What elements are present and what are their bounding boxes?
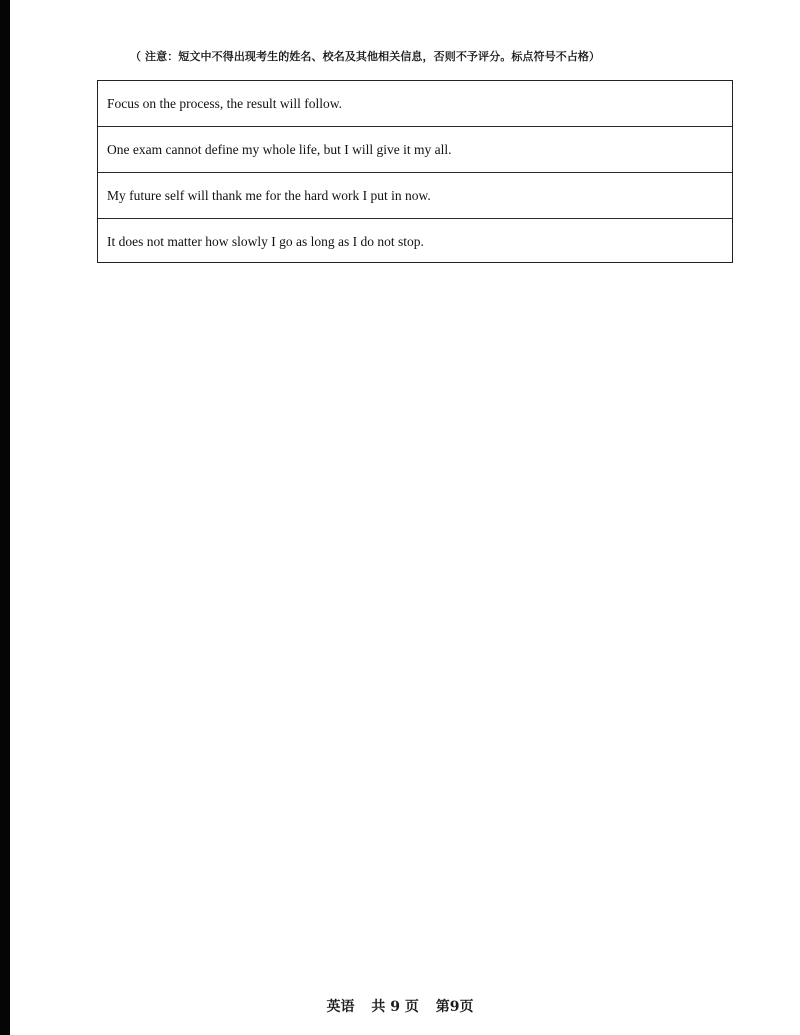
page-left-border: [0, 0, 10, 1035]
answer-line-2: One exam cannot define my whole life, but I will give it my all.: [98, 127, 732, 173]
notice-text: （ 注意：短文中不得出现考生的姓名、校名及其他相关信息，否则不予评分。标点符号不占格）: [130, 50, 601, 63]
answer-line-3: My future self will thank me for the hard work I put in now.: [98, 173, 732, 219]
footer-current-page: 第9页: [435, 999, 474, 1015]
footer-subject: 英语: [326, 999, 355, 1015]
footer-total-pages: 共 9 页: [371, 999, 419, 1015]
answer-box: [97, 80, 733, 263]
answer-line-1: Focus on the process, the result will follow.: [98, 81, 732, 127]
answer-line-4: It does not matter how slowly I go as long as I do not stop.: [107, 234, 424, 249]
page-footer: [0, 996, 800, 1016]
